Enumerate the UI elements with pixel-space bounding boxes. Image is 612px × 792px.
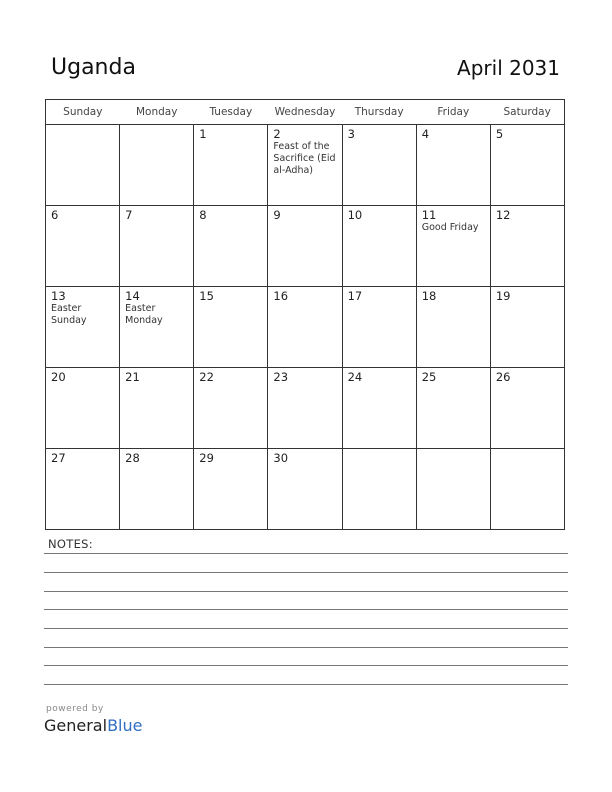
calendar-grid (45, 99, 565, 530)
calendar-day-cell (194, 449, 268, 530)
calendar-day-cell (342, 449, 416, 530)
day-number: 22 (199, 370, 214, 384)
calendar-day-cell (342, 287, 416, 368)
notes-label: NOTES: (48, 537, 93, 551)
day-number: 18 (421, 289, 437, 303)
calendar-week-row (46, 368, 565, 449)
calendar-day-cell (490, 125, 564, 206)
weekday-header: Friday (416, 100, 490, 125)
calendar-day-cell (416, 449, 490, 530)
day-number: 14 (125, 289, 140, 303)
notes-line (44, 684, 568, 685)
calendar-day-cell (490, 368, 564, 449)
day-number: 17 (347, 289, 363, 303)
calendar-day-cell (342, 368, 416, 449)
day-number: 1 (199, 127, 207, 141)
calendar-day-cell (120, 368, 194, 449)
day-number: 6 (51, 208, 59, 222)
day-number: 27 (51, 451, 66, 465)
weekday-header: Monday (120, 100, 194, 125)
calendar-day-cell (120, 449, 194, 530)
calendar-day-cell (490, 449, 564, 530)
day-number: 8 (199, 208, 207, 222)
day-number: 24 (347, 370, 363, 384)
day-number: 13 (51, 289, 66, 303)
calendar-day-cell (194, 125, 268, 206)
calendar-day-cell (120, 206, 194, 287)
calendar-day-cell (490, 206, 564, 287)
powered-by-text: powered by (46, 704, 104, 714)
calendar-day-cell (416, 368, 490, 449)
calendar-country-title: Uganda (51, 55, 136, 80)
weekday-header-row (46, 100, 565, 125)
calendar-day-cell (46, 287, 120, 368)
calendar-day-cell (416, 287, 490, 368)
calendar-day-cell (342, 125, 416, 206)
generalblue-logo (44, 716, 142, 735)
day-number: 11 (421, 208, 437, 222)
calendar-day-cell (46, 449, 120, 530)
calendar-day-cell (416, 206, 490, 287)
day-number: 12 (495, 208, 511, 222)
holiday-label: Easter Monday (125, 303, 163, 326)
day-number: 7 (125, 208, 133, 222)
calendar-day-cell (46, 368, 120, 449)
calendar-day-cell (46, 206, 120, 287)
day-number: 5 (495, 127, 504, 141)
weekday-header: Thursday (342, 100, 416, 125)
notes-line (44, 572, 568, 573)
day-number: 2 (273, 127, 281, 141)
calendar-day-cell (416, 125, 490, 206)
notes-line (44, 647, 568, 648)
notes-line (44, 665, 568, 666)
day-number: 28 (125, 451, 140, 465)
day-number: 3 (347, 127, 355, 141)
day-number: 9 (273, 208, 281, 222)
notes-line (44, 591, 568, 592)
notes-line (44, 609, 568, 610)
calendar-day-cell (268, 449, 342, 530)
day-number: 19 (495, 289, 511, 303)
calendar-day-cell (120, 287, 194, 368)
holiday-label: Easter Sunday (51, 303, 87, 326)
calendar-day-cell (490, 287, 564, 368)
holiday-label: Feast of the Sacrifice (Eid al-Adha) (273, 141, 336, 176)
day-number: 29 (199, 451, 214, 465)
calendar-day-cell (120, 125, 194, 206)
weekday-header: Sunday (46, 100, 120, 125)
calendar-day-cell (46, 125, 120, 206)
calendar-week-row (46, 449, 565, 530)
holiday-label: Good Friday (421, 222, 479, 233)
day-number: 26 (495, 370, 511, 384)
calendar-day-cell (268, 206, 342, 287)
day-number: 20 (51, 370, 66, 384)
calendar-day-cell (268, 125, 342, 206)
brand-name-part1: General (44, 716, 108, 735)
calendar-week-row (46, 125, 565, 206)
day-number: 10 (347, 208, 363, 222)
day-number: 4 (421, 127, 430, 141)
calendar-day-cell (342, 206, 416, 287)
brand-name-part2: Blue (107, 716, 143, 735)
calendar-week-row (46, 287, 565, 368)
calendar-day-cell (194, 368, 268, 449)
calendar-month-title: April 2031 (457, 56, 560, 80)
calendar-day-cell (194, 206, 268, 287)
weekday-header: Tuesday (194, 100, 268, 125)
day-number: 30 (273, 451, 289, 465)
weekday-header: Wednesday (268, 100, 342, 125)
day-number: 16 (273, 289, 289, 303)
calendar-day-cell (194, 287, 268, 368)
calendar-day-cell (268, 368, 342, 449)
day-number: 25 (421, 370, 437, 384)
weekday-header: Saturday (490, 100, 564, 125)
calendar-week-row (46, 206, 565, 287)
day-number: 21 (125, 370, 140, 384)
notes-line (44, 553, 568, 554)
day-number: 23 (273, 370, 289, 384)
day-number: 15 (199, 289, 214, 303)
calendar-day-cell (268, 287, 342, 368)
notes-line (44, 628, 568, 629)
